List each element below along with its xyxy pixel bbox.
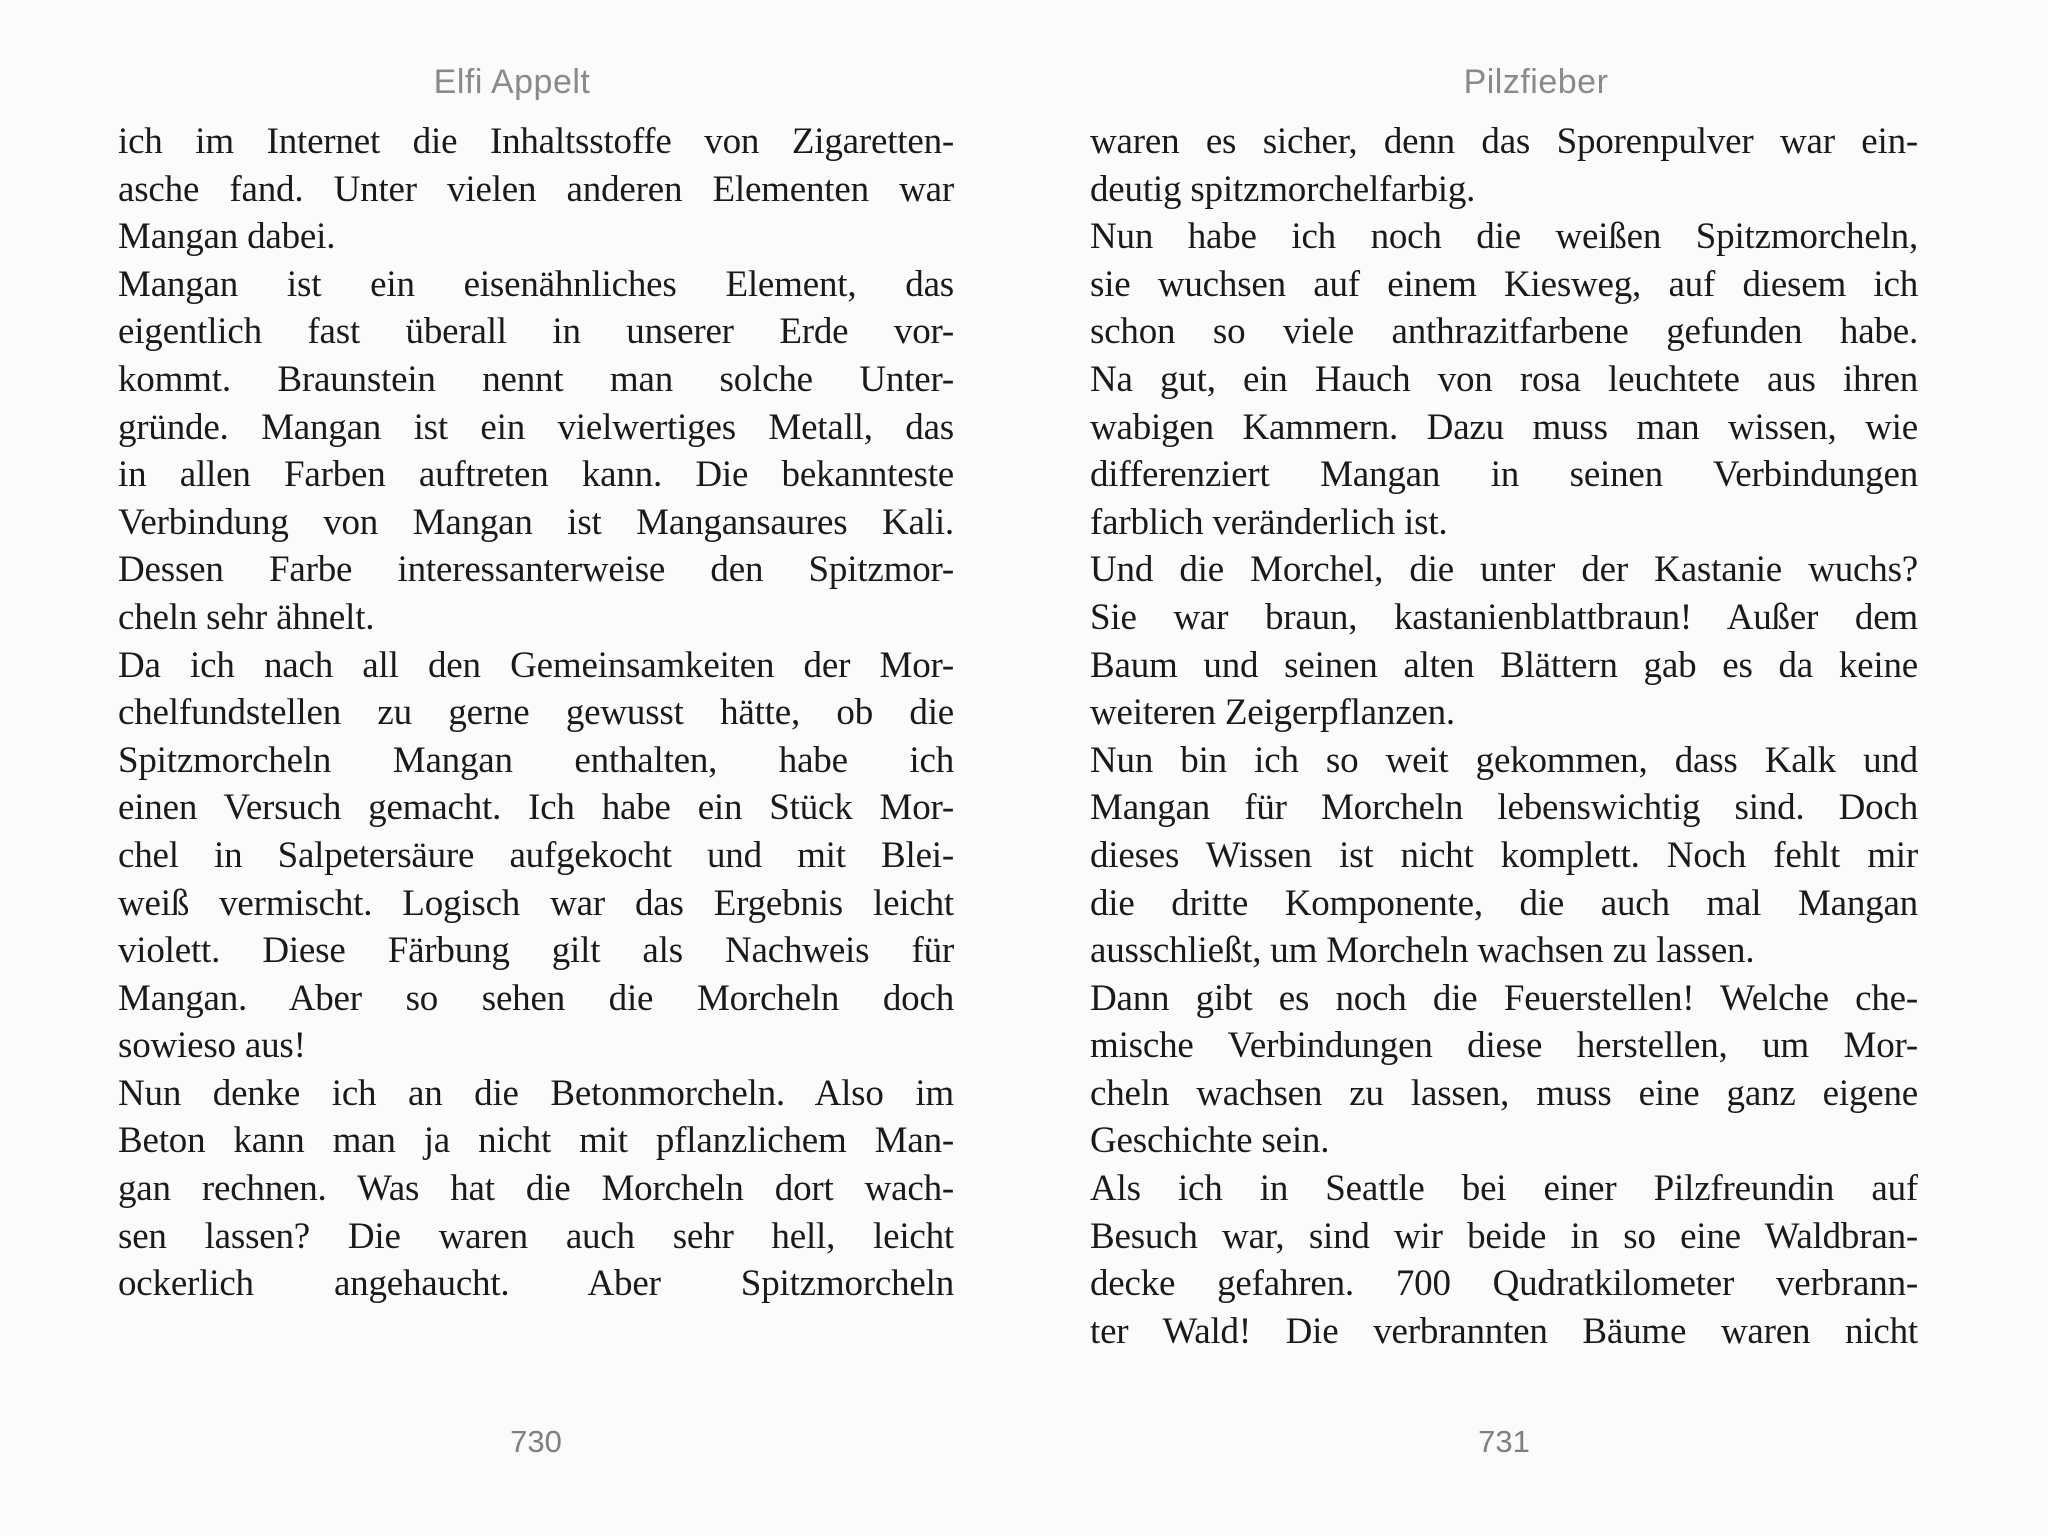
- text-line: gan rechnen. Was hat die Morcheln dort wach-: [118, 1168, 954, 1210]
- text-line: ausschließt, um Morcheln wachsen zu lassen.: [1090, 930, 1755, 972]
- text-line: cheln wachsen zu lassen, muss eine ganz eigene: [1090, 1072, 1918, 1114]
- text-line: Geschichte sein.: [1090, 1120, 1330, 1162]
- text-line: Mangan ist ein eisenähnliches Element, das: [118, 263, 954, 305]
- text-line: Dann gibt es noch die Feuerstellen! Welche che-: [1090, 977, 1918, 1019]
- text-line: weiß vermischt. Logisch war das Ergebnis leicht: [118, 882, 954, 924]
- page-text-right: [1090, 118, 1918, 1355]
- text-line: weiteren Zeigerpflanzen.: [1090, 692, 1455, 734]
- text-line: die dritte Komponente, die auch mal Mangan: [1090, 882, 1918, 924]
- text-line: einen Versuch gemacht. Ich habe ein Stück Mor-: [118, 787, 954, 829]
- text-line: Verbindung von Mangan ist Mangansaures Kali.: [118, 501, 954, 543]
- text-line: Und die Morchel, die unter der Kastanie wuchs?: [1090, 549, 1918, 591]
- text-line: Mangan. Aber so sehen die Morcheln doch: [118, 977, 954, 1019]
- text-line: Besuch war, sind wir beide in so eine Waldbran-: [1090, 1215, 1918, 1257]
- text-line: sowieso aus!: [118, 1025, 306, 1067]
- text-line: farblich veränderlich ist.: [1090, 501, 1448, 543]
- text-line: Beton kann man ja nicht mit pflanzlichem Man-: [118, 1120, 954, 1162]
- text-line: ter Wald! Die verbrannten Bäume waren nicht: [1090, 1310, 1918, 1352]
- page-number-right: 731: [1478, 1424, 1530, 1459]
- text-line: differenziert Mangan in seinen Verbindungen: [1090, 454, 1918, 496]
- text-line: Dessen Farbe interessanterweise den Spitzmor-: [118, 549, 954, 591]
- text-line: Mangan dabei.: [118, 216, 336, 258]
- text-line: dieses Wissen ist nicht komplett. Noch fehlt mir: [1090, 834, 1918, 876]
- text-line: Nun bin ich so weit gekommen, dass Kalk und: [1090, 739, 1918, 781]
- text-line: Da ich nach all den Gemeinsamkeiten der Mor-: [118, 644, 954, 686]
- page-text-left: [118, 118, 954, 1308]
- text-line: ich im Internet die Inhaltsstoffe von Zigaretten-: [118, 121, 954, 162]
- text-line: decke gefahren. 700 Qudratkilometer verbrann-: [1090, 1263, 1918, 1305]
- text-line: in allen Farben auftreten kann. Die bekannteste: [118, 454, 954, 496]
- page-number-left: 730: [510, 1424, 562, 1459]
- text-line: violett. Diese Färbung gilt als Nachweis für: [118, 930, 954, 972]
- text-line: chel in Salpetersäure aufgekocht und mit Blei-: [118, 834, 954, 876]
- running-header-title: Pilzfieber: [1463, 63, 1609, 101]
- text-line: deutig spitzmorchelfarbig.: [1090, 168, 1476, 210]
- text-line: Als ich in Seattle bei einer Pilzfreundin auf: [1090, 1168, 1918, 1210]
- text-line: schon so viele anthrazitfarbene gefunden habe.: [1090, 311, 1918, 353]
- text-line: eigentlich fast überall in unserer Erde vor-: [118, 311, 954, 353]
- text-line: waren es sicher, denn das Sporenpulver war ein-: [1090, 121, 1918, 162]
- text-line: Na gut, ein Hauch von rosa leuchtete aus ihren: [1090, 358, 1918, 400]
- text-line: kommt. Braunstein nennt man solche Unter-: [118, 358, 954, 400]
- text-line: Sie war braun, kastanienblattbraun! Außer dem: [1090, 596, 1918, 638]
- text-line: chelfundstellen zu gerne gewusst hätte, ob die: [118, 692, 954, 734]
- text-line: sen lassen? Die waren auch sehr hell, leicht: [118, 1215, 954, 1257]
- text-line: Nun habe ich noch die weißen Spitzmorcheln,: [1090, 216, 1918, 258]
- text-line: wabigen Kammern. Dazu muss man wissen, wie: [1090, 406, 1918, 448]
- text-line: Nun denke ich an die Betonmorcheln. Also im: [118, 1072, 954, 1114]
- text-line: Baum und seinen alten Blättern gab es da keine: [1090, 644, 1918, 686]
- text-line: asche fand. Unter vielen anderen Elementen war: [118, 168, 954, 210]
- running-header-author: Elfi Appelt: [433, 63, 591, 101]
- text-line: Mangan für Morcheln lebenswichtig sind. Doch: [1090, 787, 1918, 829]
- text-line: sie wuchsen auf einem Kiesweg, auf diesem ich: [1090, 263, 1918, 305]
- text-line: gründe. Mangan ist ein vielwertiges Metall, das: [118, 406, 954, 448]
- text-line: Spitzmorcheln Mangan enthalten, habe ich: [118, 739, 954, 781]
- text-line: mische Verbindungen diese herstellen, um Mor-: [1090, 1025, 1918, 1067]
- text-line: ockerlich angehaucht. Aber Spitzmorcheln: [118, 1263, 954, 1305]
- text-line: cheln sehr ähnelt.: [118, 596, 375, 638]
